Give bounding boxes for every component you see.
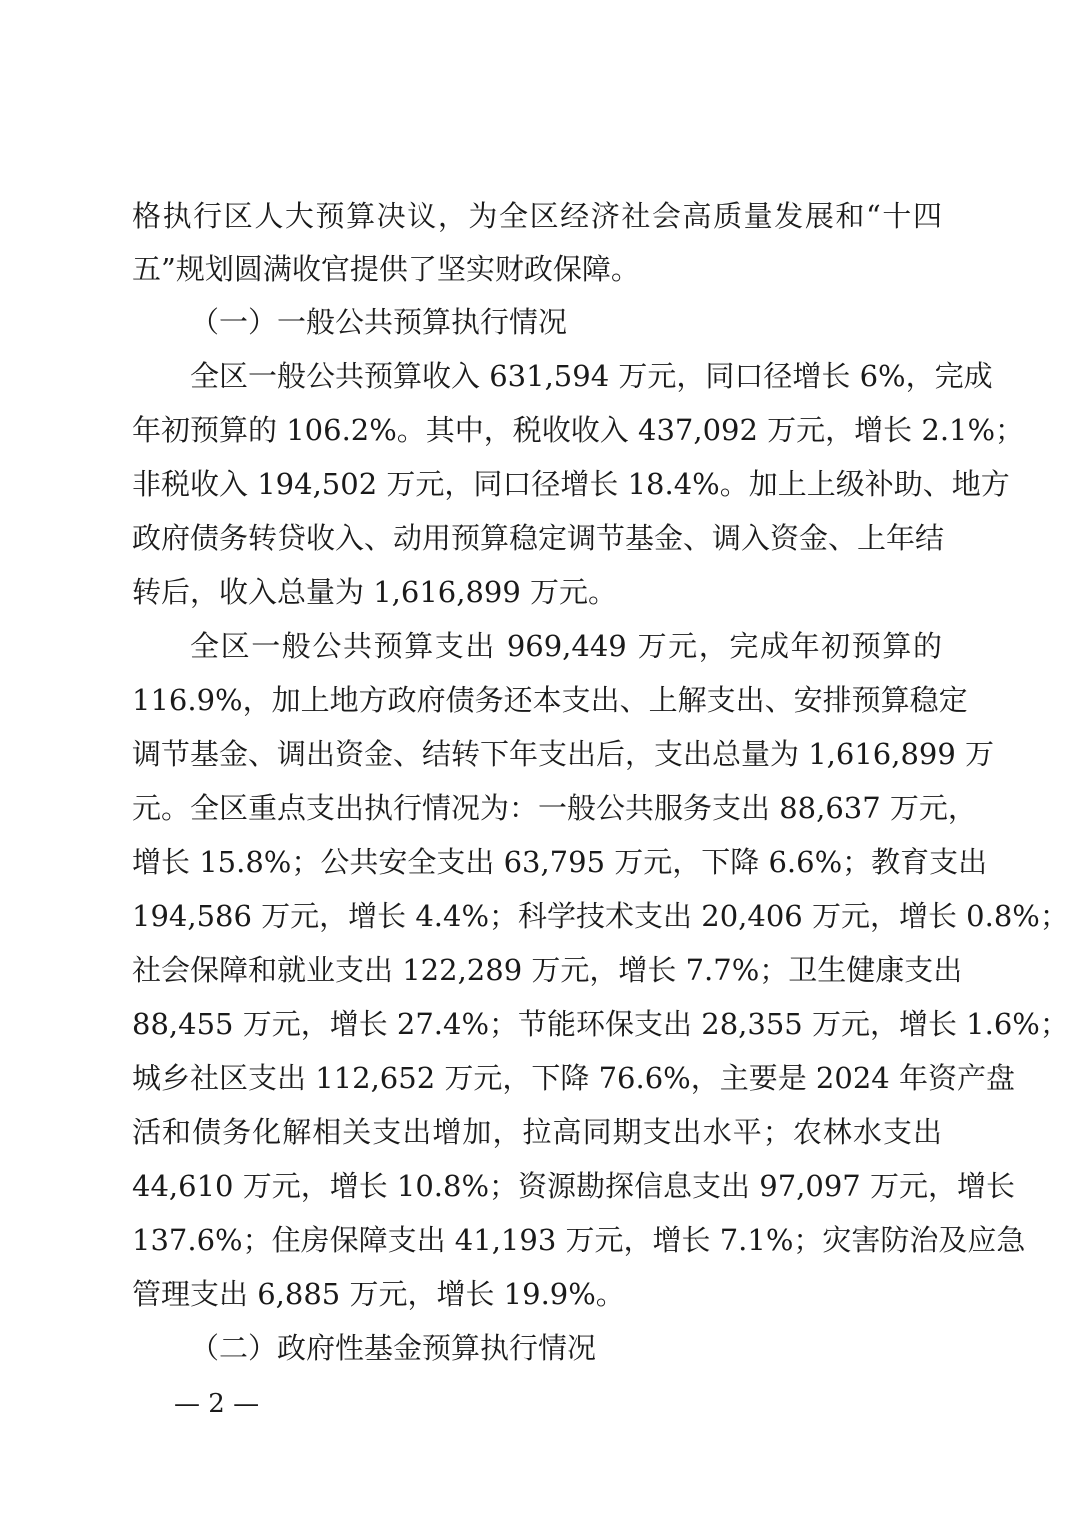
paragraph-line: 44,610 万元，增长 10.8%；资源勘探信息支出 97,097 万元，增长 xyxy=(132,1169,1015,1203)
page-number: — 2 — xyxy=(174,1389,260,1419)
paragraph-line: 管理支出 6,885 万元，增长 19.9%。 xyxy=(132,1277,625,1311)
paragraph-line: 88,455 万元，增长 27.4%；节能环保支出 28,355 万元，增长 1.6%； xyxy=(132,1007,1069,1041)
paragraph-line: 转后，收入总量为 1,616,899 万元。 xyxy=(132,575,618,609)
paragraph-line: 格执行区人大预算决议，为全区经济社会高质量发展和“十四 xyxy=(132,199,942,233)
paragraph-line: 调节基金、调出资金、结转下年支出后，支出总量为 1,616,899 万 xyxy=(132,737,995,771)
paragraph-line: 年初预算的 106.2%。其中，税收收入 437,092 万元，增长 2.1%； xyxy=(132,413,1025,447)
paragraph-line: 活和债务化解相关支出增加，拉高同期支出水平；农林水支出 xyxy=(132,1115,942,1149)
paragraph-line: 全区一般公共预算支出 969,449 万元，完成年初预算的 xyxy=(190,629,942,663)
paragraph-line: 政府债务转贷收入、动用预算稳定调节基金、调入资金、上年结 xyxy=(132,521,945,555)
section-heading-government-fund-budget: （二）政府性基金预算执行情况 xyxy=(190,1331,597,1365)
paragraph-line: 元。全区重点支出执行情况为：一般公共服务支出 88,637 万元， xyxy=(132,791,977,825)
section-heading-general-budget: （一）一般公共预算执行情况 xyxy=(190,305,568,339)
paragraph-line: 城乡社区支出 112,652 万元，下降 76.6%，主要是 2024 年资产盘 xyxy=(132,1061,1015,1095)
paragraph-line: 116.9%，加上地方政府债务还本支出、上解支出、安排预算稳定 xyxy=(132,683,968,717)
paragraph-line: 五”规划圆满收官提供了坚实财政保障。 xyxy=(132,252,640,286)
paragraph-line: 社会保障和就业支出 122,289 万元，增长 7.7%；卫生健康支出 xyxy=(132,953,963,987)
paragraph-line: 非税收入 194,502 万元，同口径增长 18.4%。加上上级补助、地方 xyxy=(132,467,1010,501)
paragraph-line: 增长 15.8%；公共安全支出 63,795 万元，下降 6.6%；教育支出 xyxy=(132,845,988,879)
paragraph-line: 137.6%；住房保障支出 41,193 万元，增长 7.1%；灾害防治及应急 xyxy=(132,1223,1026,1257)
paragraph-line: 194,586 万元，增长 4.4%；科学技术支出 20,406 万元，增长 0.8%； xyxy=(132,899,1069,933)
paragraph-line: 全区一般公共预算收入 631,594 万元，同口径增长 6%，完成 xyxy=(190,359,993,393)
